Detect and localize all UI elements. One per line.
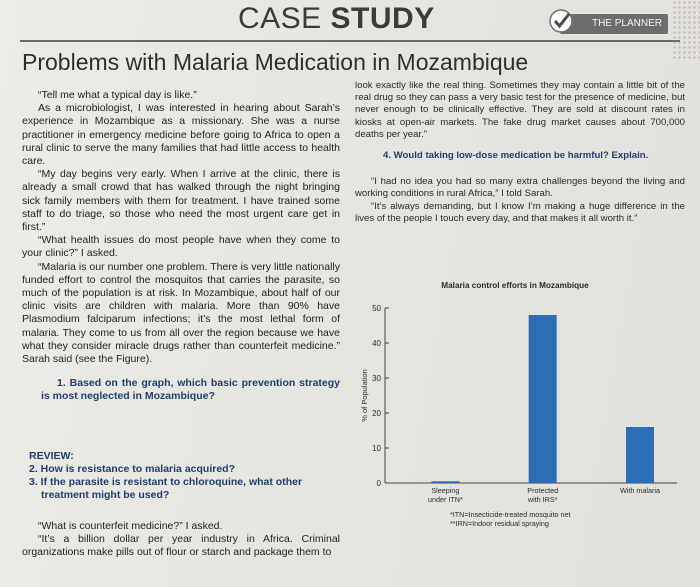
case-study-heading-bold: STUDY [330, 2, 435, 35]
paragraph: As a microbiologist, I was interested in hearing about Sarah’s experience in Mozambique as a missionary. She was a nurse practitioner in emergency medicine before going to Africa to open a rural clinic to serve the many families that had little access to health care. [22, 102, 340, 168]
y-tick-label: 0 [376, 479, 381, 488]
question-1: 1. Based on the graph, which basic prevention strategy is most neglected in Mozambique? [41, 377, 340, 403]
review-heading: REVIEW: [29, 450, 74, 462]
x-tick-label: Protected [527, 486, 559, 495]
paragraph: “Malaria is our number one problem. There is very little nationally funded effort to control the mosquitos that carries the parasite, so much of the population is at risk. In Mozambique, about half of our clinic visits are children with malaria. More than 90% have Plasmodium falciparum infections; it’s the most lethal form of malaria. They come to us from all over the region because we have what they consider miracle drugs rather than counterfeit medicine.” Sarah said (see the Figure). [22, 260, 340, 366]
paragraph: “It’s always demanding, but I know I’m making a huge difference in the lives of the people I touch every day, and that makes it all worth it.” [355, 200, 685, 224]
question-3: 3. If the parasite is resistant to chloroquine, what other treatment might be used? [29, 476, 303, 501]
bar-1 [431, 481, 459, 483]
question-2: 2. How is resistance to malaria acquired? [29, 463, 235, 475]
y-tick-label: 50 [372, 304, 381, 313]
y-tick-label: 30 [372, 374, 381, 383]
x-tick-label: with IRS* [527, 495, 558, 504]
x-tick-label: With malaria [620, 486, 660, 495]
bar-2 [529, 315, 557, 483]
paragraph: “My day begins very early. When I arrive at the clinic, there is already a small crowd that has walked through the night bringing sick family members with them for treatment. I have trained some staff to do triage, so those who need the most urgent care get in first.” [22, 168, 340, 234]
paragraph: “I had no idea you had so many extra challenges beyond the living and working conditions in rural Africa,” I told Sarah. [355, 176, 685, 200]
chart-footnote: **IRN=Indoor residual spraying [450, 519, 549, 528]
checkmark-icon [548, 8, 574, 34]
header-rule [20, 40, 680, 42]
chart-footnote: *ITN=Insecticide-treated mosquito net [450, 510, 571, 519]
y-tick-label: 10 [372, 444, 381, 453]
y-tick-label: 20 [372, 409, 381, 418]
planner-badge: THE PLANNER [560, 14, 668, 34]
left-column [22, 89, 340, 404]
question-4: 4. Would taking low-dose medication be harmful? Explain. [383, 150, 649, 162]
paragraph: “It’s a billion dollar per year industry in Africa. Criminal organizations make pills out of flour or starch and package them to [22, 533, 340, 559]
paragraph: “What health issues do most people have when they come to your clinic?” I asked. [22, 234, 340, 260]
left-column-continued [22, 520, 340, 560]
paragraph: “What is counterfeit medicine?” I asked. [38, 520, 223, 532]
right-column [355, 80, 685, 225]
x-tick-label: Sleeping [431, 486, 460, 495]
page-title: Problems with Malaria Medication in Mozambique [22, 49, 529, 75]
malaria-control-chart [355, 278, 685, 538]
chart-title: Malaria control efforts in Mozambique [441, 281, 589, 290]
bar-3 [626, 427, 654, 483]
paragraph: “Tell me what a typical day is like.” [38, 89, 197, 101]
case-study-heading-light: CASE [238, 2, 322, 35]
case-study-heading [238, 2, 435, 36]
paragraph: look exactly like the real thing. Sometimes they may contain a little bit of the real drug so they can pass a very basic test for the presence of medicine, but never enough to be clinically effective. They are sold at discount rates in kiosks at open-air markets. The fake drug market causes about 700,000 deaths per year.” [355, 80, 685, 140]
x-tick-label: under ITN* [427, 495, 463, 504]
review-section [29, 450, 339, 502]
dot-pattern-decoration [672, 0, 700, 60]
y-axis-label: % of Population [360, 369, 369, 422]
y-tick-label: 40 [372, 339, 381, 348]
